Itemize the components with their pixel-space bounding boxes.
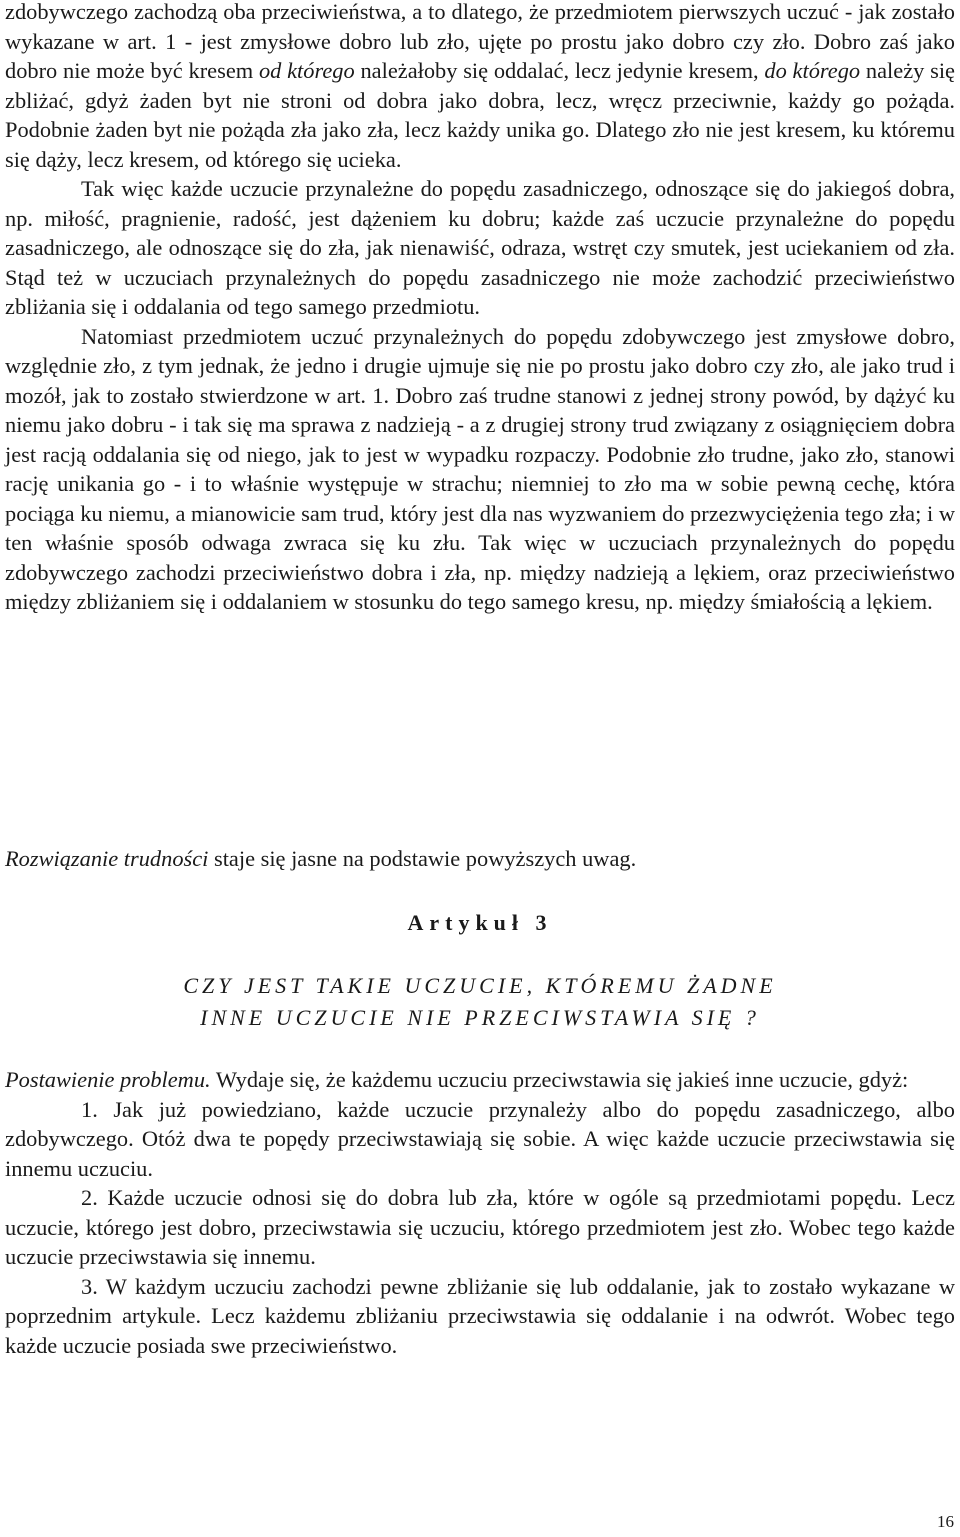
problem-label: Postawienie problemu. <box>5 1067 211 1092</box>
problem-paragraph <box>5 1065 955 1095</box>
resolution-text: staje się jasne na podstawie powyższych uwag. <box>208 846 637 871</box>
resolution-paragraph <box>5 844 955 874</box>
article-title-line-1: CZY JEST TAKIE UCZUCIE, KTÓREMU ŻADNE <box>183 973 777 998</box>
body-text-top <box>5 0 955 617</box>
point-2: 2. Każde uczucie odnosi się do dobra lub zła, które w ogóle są przedmiotami popędu. Lecz uczucie, którego jest dobro, przeciwstawia się uczuciu, którego przedmiotem jest zło. Wobec tego każde uczucie przeciwstawia się innemu. <box>5 1185 955 1269</box>
article-heading: Artykuł 3 <box>407 910 553 935</box>
resolution-label: Rozwiązanie trudności <box>5 846 209 871</box>
paragraph-3: Natomiast przedmiotem uczuć przynależnych do popędu zdobywczego jest zmysłowe dobro, względnie zło, z tym jednak, że jedno i drugie ujmuje się nie po prostu jako dobro czy zło, ale jako trud i mozół, jak to zostało stwierdzone w art. 1. Dobro zaś trudne stanowi z jednej strony powód, by dążyć ku niemu jako dobru - i tak się ma sprawa z nadzieją - a z drugiej strony trud związany z osiągnięciem dobra jest racją oddalania się od niego, jak to jest w wypadku rozpaczy. Podobnie zło trudne, jako zło, stanowi rację unikania go - i to właśnie występuje w strachu; niemniej to zło ma w sobie pewną cechę, która pociąga ku niemu, a mianowicie sam trud, który jest dla nas wyzwaniem do przezwyciężenia tego zła; i w ten właśnie sposób odwaga zwraca się ku złu. Tak więc w uczuciach przynależnych do popędu zdobywczego zachodzi przeciwieństwo dobra i zła, np. między nadzieją a lękiem, oraz przeciwieństwo między zbliżaniem się i oddalaniem w stosunku do tego samego kresu, np. między śmiałością a lękiem. <box>5 323 955 614</box>
page-number: 16 <box>937 1512 954 1531</box>
point-1: 1. Jak już powiedziano, każde uczucie przynależy albo do popędu zasadniczego, albo zdobywczego. Otóż dwa te popędy przeciwstawiają się sobie. A więc każde uczucie przeciwstawia się innemu uczuciu. <box>5 1096 955 1181</box>
paragraph-1-text-a: zdobywczego zachodzą oba przeciwieństwa, a to dlatego, że przedmiotem pierwszych uczuć - jak zostało wykazane w art. 1 - jest zmysłowe dobro lub zło, ujęte po prostu jako dobro czy zło. Dobro zaś jako dobro nie może być kresem <box>5 0 955 83</box>
point-3: 3. W każdym uczuciu zachodzi pewne zbliżanie się lub oddalanie, jak to zostało wykazane w poprzednim artykule. Lecz każdemu zbliżaniu przeciwstawia się oddalanie i na odwrót. Wobec tego każde uczucie posiada swe przeciwieństwo. <box>5 1273 955 1358</box>
problem-text: Wydaje się, że każdemu uczuciu przeciwstawia się jakieś inne uczucie, gdyż: <box>210 1067 909 1092</box>
article-title-line-2: INNE UCZUCIE NIE PRZECIWSTAWIA SIĘ ? <box>200 1005 760 1030</box>
paragraph-1-italic-a: od którego <box>258 58 355 83</box>
article-title <box>5 970 955 1034</box>
paragraph-1-italic-b: do którego <box>764 58 861 83</box>
paragraph-1 <box>5 0 955 174</box>
paragraph-1-text-c: należy się zbliżać, gdyż żaden byt nie stroni od dobra jako dobra, lecz, wręcz przeciwnie, każdy go pożąda. Podobnie żaden byt nie pożąda zła jako zła, lecz każdy unika go. Dlatego zło nie jest kresem, ku któremu się dąży, lecz kresem, od którego się ucieka. <box>5 58 955 172</box>
paragraph-2: Tak więc każde uczucie przynależne do popędu zasadniczego, odnoszące się do jakiegoś dobra, np. miłość, pragnienie, radość, jest dążeniem ku dobru; każde zaś uczucie przynależne do popędu zasadniczego, ale odnoszące się do zła, jak nienawiść, odraza, wstręt czy smutek, jest uciekaniem od zła. Stąd też w uczuciach przynależnych do popędu zasadniczego nie może zachodzić przeciwieństwo zbliżania się i oddalania od tego samego przedmiotu. <box>5 176 955 319</box>
paragraph-1-text-b: należałoby się oddalać, lecz jedynie kresem, <box>354 58 765 83</box>
body-text-bottom <box>5 1065 955 1360</box>
